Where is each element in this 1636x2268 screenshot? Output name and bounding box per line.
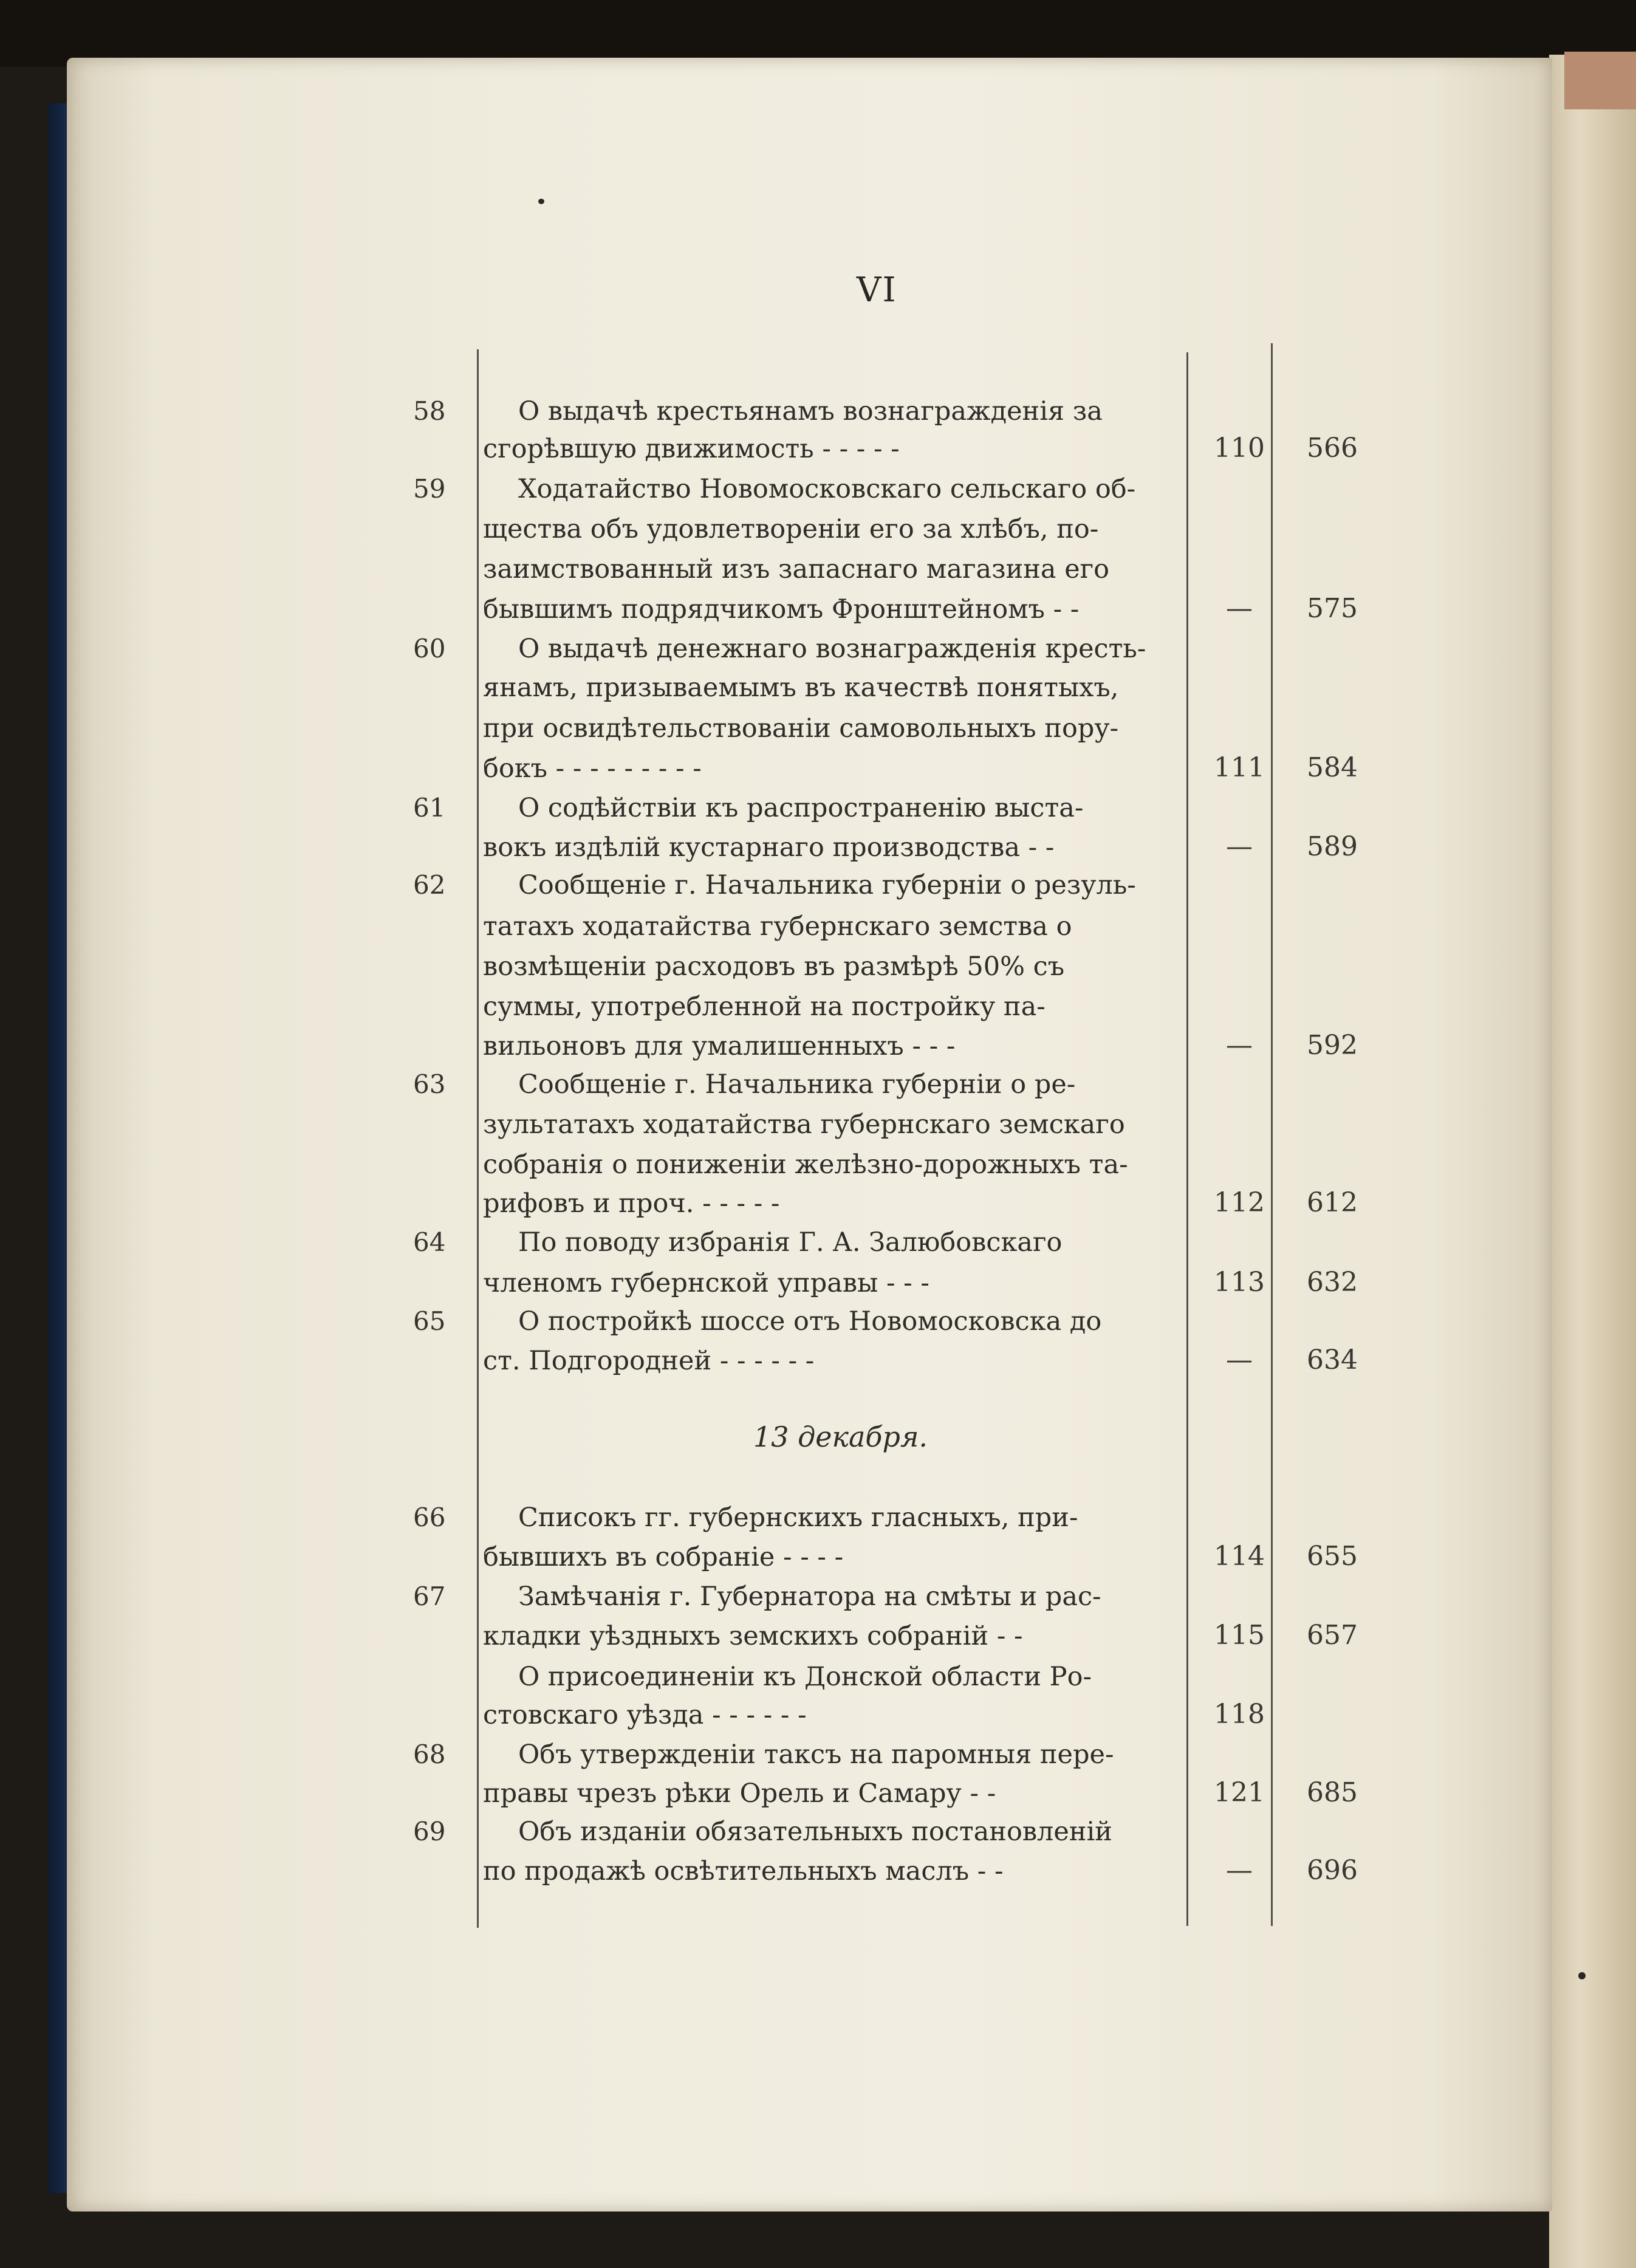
entry-text-line: Списокъ гг. губернскихъ гласныхъ, при- [518, 1502, 1078, 1533]
appendix-page-number: 685 [1307, 1777, 1358, 1808]
appendix-page-number: 584 [1307, 752, 1358, 783]
journal-page-number: 115 [1214, 1620, 1265, 1651]
entry-number: 69 [413, 1817, 446, 1846]
entry-text-line: собранія о пониженіи желѣзно-дорожныхъ та- [483, 1149, 1128, 1180]
journal-page-number: 113 [1214, 1267, 1265, 1298]
entry-text-line: Сообщеніе г. Начальника губерніи о резуль- [518, 870, 1136, 900]
entry-number: 61 [413, 793, 446, 823]
appendix-page-number: 566 [1307, 433, 1358, 464]
entry-text-line: рифовъ и проч. - - - - - [483, 1188, 780, 1219]
journal-page-number: — [1226, 1855, 1253, 1886]
entry-text-line: бывшимъ подрядчикомъ Фронштейномъ - - [483, 594, 1080, 625]
entry-number: 62 [413, 870, 446, 900]
entry-text-line: бокъ - - - - - - - - - [483, 753, 702, 784]
entry-text-line: зультатахъ ходатайства губернскаго земскаго [483, 1109, 1125, 1140]
page-number: VI [857, 270, 897, 310]
entry-number: 60 [413, 634, 446, 663]
journal-page-number: — [1226, 1345, 1253, 1376]
entry-text-line: правы чрезъ рѣки Орель и Самару - - [483, 1778, 996, 1809]
entry-text-line: О содѣйствіи къ распространенію выста- [518, 793, 1084, 823]
entry-text-line: О выдачѣ денежнаго вознагражденія кресть- [518, 634, 1146, 664]
scan-speck [538, 199, 544, 204]
entry-text-line: Сообщеніе г. Начальника губерніи о ре- [518, 1069, 1076, 1100]
entry-text-line: вокъ издѣлій кустарнаго производства - - [483, 832, 1055, 863]
entry-text-line: по продажѣ освѣтительныхъ маслъ - - [483, 1856, 1004, 1886]
entry-text-line: вильоновъ для умалишенныхъ - - - [483, 1031, 956, 1061]
journal-page-number: 111 [1214, 752, 1265, 783]
journal-page-number: — [1226, 1030, 1253, 1061]
column-rule-right [1271, 343, 1273, 1926]
entry-text-line: суммы, употребленной на постройку па- [483, 992, 1046, 1022]
entry-number: 67 [413, 1581, 446, 1611]
appendix-page-number: 612 [1307, 1187, 1358, 1218]
appendix-page-number: 632 [1307, 1267, 1358, 1298]
entry-number: 59 [413, 474, 446, 504]
entry-text-line: Ходатайство Новомосковскаго сельскаго об- [518, 474, 1136, 504]
entry-text-line: при освидѣтельствованіи самовольныхъ пору- [483, 713, 1119, 744]
background-top [0, 0, 1636, 67]
entry-text-line: щества объ удовлетвореніи его за хлѣбъ, по- [483, 514, 1099, 544]
journal-page-number: 118 [1214, 1699, 1265, 1730]
appendix-page-number: 592 [1307, 1030, 1358, 1061]
facing-page-corner [1564, 52, 1636, 109]
entry-text-line: О выдачѣ крестьянамъ вознагражденія за [518, 396, 1103, 427]
entry-text-line: кладки уѣздныхъ земскихъ собраній - - [483, 1621, 1023, 1651]
appendix-page-number: 655 [1307, 1541, 1358, 1572]
appendix-page-number: 696 [1307, 1855, 1358, 1886]
entry-text-line: заимствованный изъ запаснаго магазина его [483, 554, 1110, 584]
entry-number: 68 [413, 1739, 446, 1769]
column-rule-mid [1186, 352, 1188, 1926]
entry-text-line: О присоединеніи къ Донской области Ро- [518, 1662, 1092, 1692]
entry-text-line: стовскаго уѣзда - - - - - - [483, 1700, 807, 1730]
appendix-page-number: 589 [1307, 831, 1358, 862]
entry-number: 63 [413, 1069, 446, 1099]
entry-number: 65 [413, 1306, 446, 1336]
entry-number: 58 [413, 396, 446, 426]
scan-speck [1578, 1972, 1586, 1979]
column-rule-left [477, 349, 479, 1928]
entry-text-line: Объ утвержденіи таксъ на паромныя пере- [518, 1739, 1114, 1770]
entry-text-line: По поводу избранія Г. А. Залюбовскаго [518, 1227, 1063, 1258]
journal-page-number: 114 [1214, 1541, 1265, 1572]
entry-text-line: возмѣщеніи расходовъ въ размѣрѣ 50% съ [483, 951, 1065, 982]
date-header: 13 декабря. [753, 1420, 928, 1453]
entry-text-line: сгорѣвшую движимость - - - - - [483, 434, 900, 464]
appendix-page-number: 575 [1307, 593, 1358, 624]
entry-text-line: ст. Подгородней - - - - - - [483, 1346, 815, 1376]
entry-text-line: членомъ губернской управы - - - [483, 1268, 929, 1298]
entry-number: 64 [413, 1227, 446, 1257]
entry-number: 66 [413, 1502, 446, 1532]
entry-text-line: Замѣчанія г. Губернатора на смѣты и рас- [518, 1581, 1101, 1612]
appendix-page-number: 634 [1307, 1345, 1358, 1376]
entry-text-line: янамъ, призываемымъ въ качествѣ понятыхъ, [483, 673, 1119, 703]
entry-text-line: татахъ ходатайства губернскаго земства о [483, 911, 1072, 942]
journal-page-number: — [1226, 831, 1253, 862]
entry-text-line: Объ изданіи обязательныхъ постановленій [518, 1817, 1112, 1847]
entry-text-line: бывшихъ въ собраніе - - - - [483, 1542, 844, 1572]
journal-page-number: 121 [1214, 1777, 1265, 1808]
journal-page-number: — [1226, 593, 1253, 624]
facing-page-edge [1549, 55, 1636, 2268]
entry-text-line: О постройкѣ шоссе отъ Новомосковска до [518, 1306, 1102, 1337]
appendix-page-number: 657 [1307, 1620, 1358, 1651]
journal-page-number: 110 [1214, 433, 1265, 464]
journal-page-number: 112 [1214, 1187, 1265, 1218]
